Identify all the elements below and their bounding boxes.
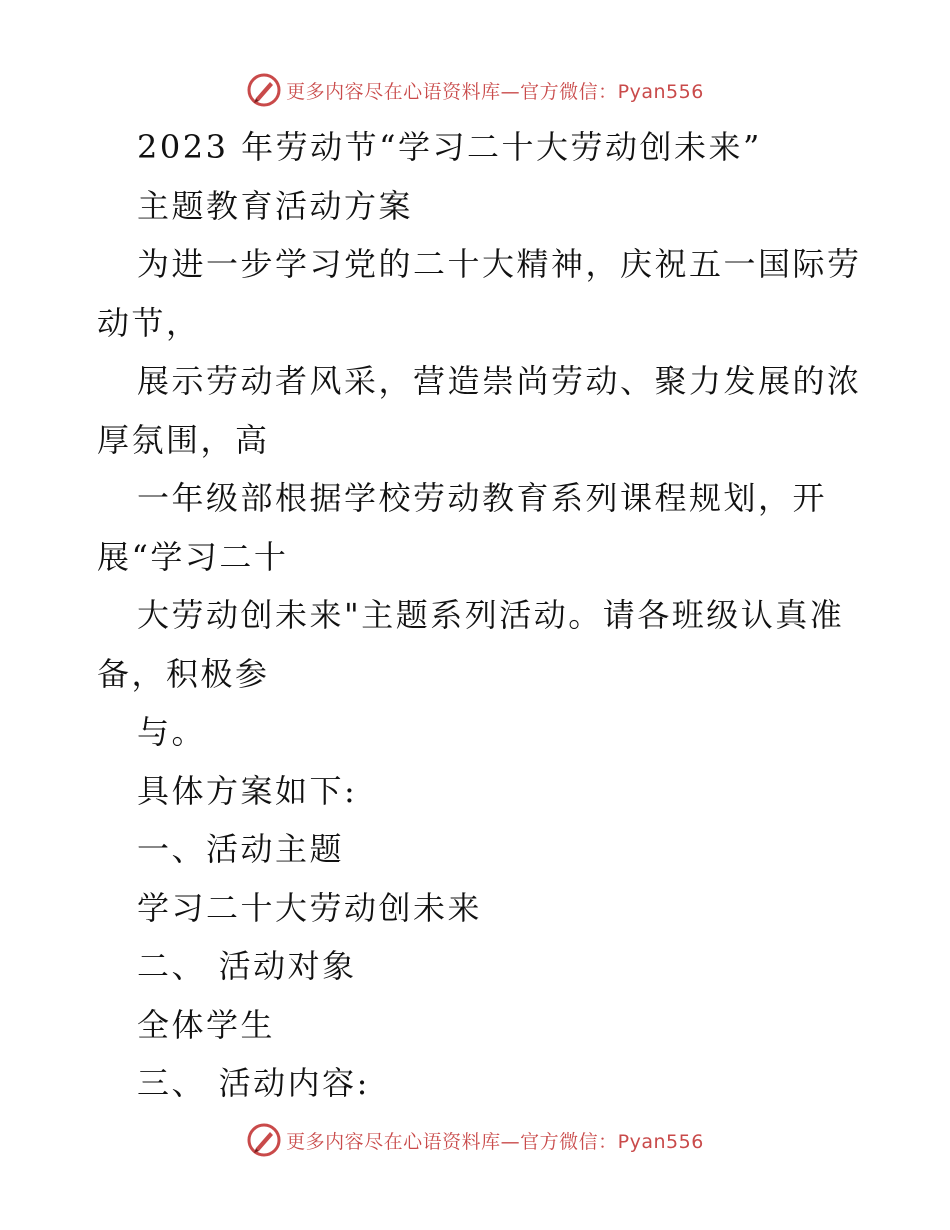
document-line: 展“学习二十 bbox=[97, 537, 289, 576]
pen-logo-icon bbox=[246, 72, 282, 108]
document-line: 厚氛围，高 bbox=[97, 420, 270, 459]
watermark-text: 更多内容尽在心语资料库—官方微信：Pyan556 bbox=[286, 80, 704, 103]
document-line: 学习二十大劳动创未来 bbox=[137, 888, 483, 927]
document-line: 具体方案如下: bbox=[137, 771, 358, 810]
document-line: 二、 活动对象 bbox=[137, 947, 357, 985]
document-line: 大劳动创未来"主题系列活动。请各班级认真准 bbox=[137, 596, 845, 634]
document-body bbox=[97, 118, 862, 1113]
pen-logo-icon bbox=[246, 1122, 282, 1158]
document-line: 三、 活动内容: bbox=[137, 1064, 370, 1102]
document-line: 全体学生 bbox=[137, 1005, 276, 1044]
document-line: 一年级部根据学校劳动教育系列课程规划，开 bbox=[137, 479, 828, 517]
document-line: 与。 bbox=[137, 713, 207, 751]
header-watermark bbox=[0, 70, 950, 110]
document-line: 备，积极参 bbox=[97, 654, 270, 693]
document-line: 主题教育活动方案 bbox=[137, 186, 414, 225]
document-line: 展示劳动者风采，营造崇尚劳动、聚力发展的浓 bbox=[137, 362, 862, 400]
watermark-text: 更多内容尽在心语资料库—官方微信：Pyan556 bbox=[286, 1130, 704, 1153]
document-line: 2023 年劳动节“学习二十大劳动创未来” bbox=[137, 128, 762, 166]
footer-watermark bbox=[0, 1120, 950, 1160]
document-line: 动节， bbox=[97, 303, 201, 342]
document-line: 一、活动主题 bbox=[137, 830, 345, 868]
document-line: 为进一步学习党的二十大精神，庆祝五一国际劳 bbox=[137, 245, 862, 283]
